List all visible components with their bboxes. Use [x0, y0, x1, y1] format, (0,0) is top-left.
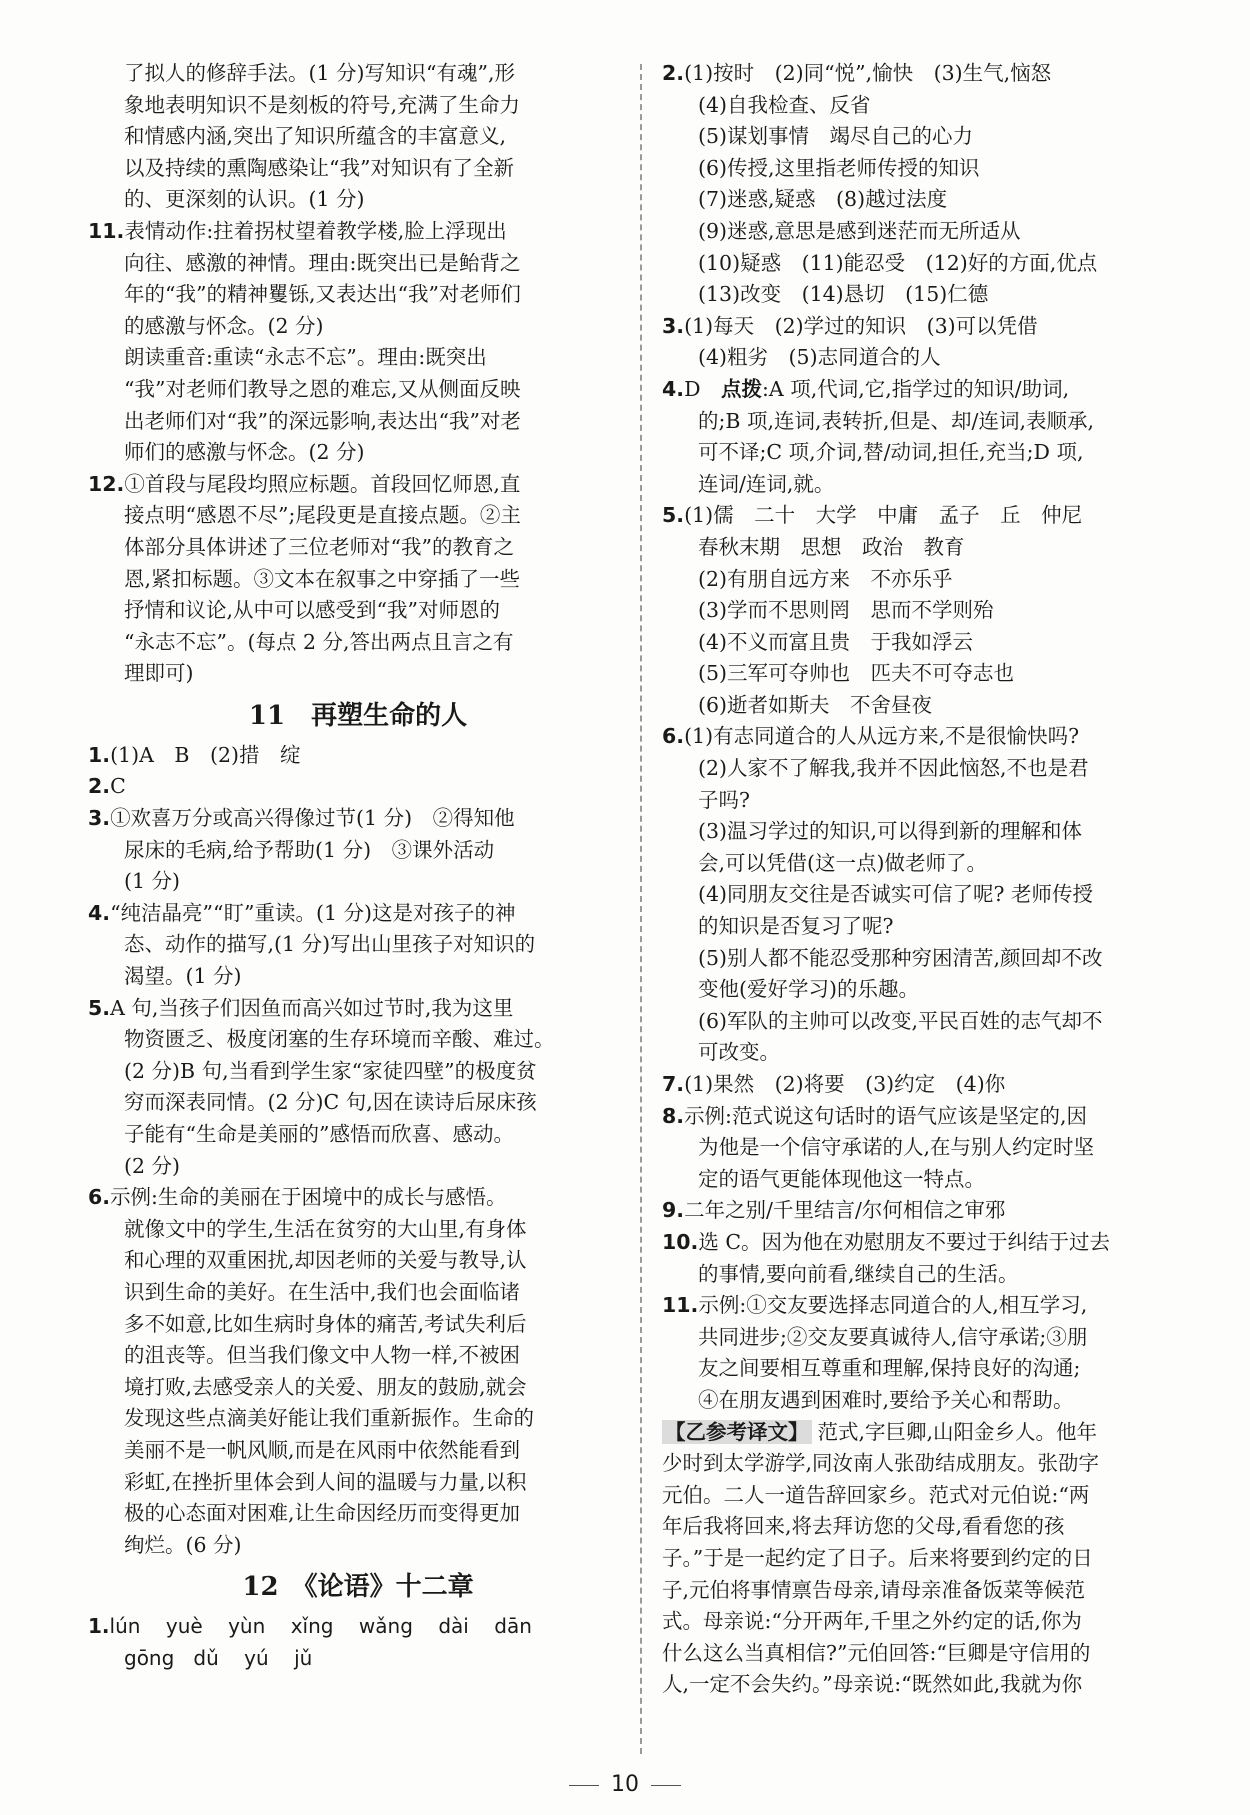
- line-text: 出老师们对“我”的深远影响,表达出“我”对老: [124, 408, 521, 433]
- line-text: (6)逝者如斯夫 不舍昼夜: [698, 692, 933, 717]
- line-text: 以及持续的熏陶感染让“我”对知识有了全新: [124, 155, 514, 180]
- text-line: [88, 1182, 628, 1214]
- text-line: [662, 216, 1182, 248]
- line-text: 美丽不是一帆风顺,而是在风雨中依然能看到: [124, 1437, 521, 1462]
- line-text: 就像文中的学生,生活在贫穷的大山里,有身体: [124, 1216, 527, 1241]
- text-line: [88, 1530, 628, 1562]
- text-line: [662, 469, 1182, 501]
- text-line: [662, 1101, 1182, 1133]
- page-number: 10: [0, 1772, 1250, 1797]
- line-text: 友之间要相互尊重和理解,保持良好的沟通;: [698, 1356, 1081, 1381]
- line-text: 的事情,要向前看,继续自己的生活。: [698, 1261, 1019, 1286]
- text-line: [88, 835, 628, 867]
- line-text: 示例:①交友要选择志同道合的人,相互学习,: [698, 1293, 1088, 1318]
- line-text: (2)人家不了解我,我并不因此恼怒,不也是君: [698, 756, 1089, 781]
- line-text: 和心理的双重困扰,却因老师的关爱与教导,认: [124, 1248, 527, 1273]
- column-divider: [640, 64, 642, 1754]
- text-line: [662, 1385, 1182, 1417]
- line-text: 和情感内涵,突出了知识所蕴含的丰富意义,: [124, 124, 507, 149]
- text-line: [662, 1069, 1182, 1101]
- line-text: (2 分): [124, 1153, 181, 1178]
- section-heading: 11 再塑生命的人: [248, 700, 468, 731]
- text-line: [88, 658, 628, 690]
- text-line: [88, 216, 628, 248]
- line-text: 少时到太学游学,同汝南人张劭结成朋友。张劭字: [662, 1451, 1100, 1476]
- text-line: [88, 500, 628, 532]
- line-text: A 句,当孩子们因鱼而高兴如过节时,我为这里: [110, 995, 514, 1020]
- text-line: [662, 911, 1182, 943]
- text-line: [88, 1214, 628, 1246]
- line-text: (1)A B (2)措 绽: [110, 742, 301, 767]
- text-line: [662, 627, 1182, 659]
- text-line: [88, 1119, 628, 1151]
- text-line: [662, 532, 1182, 564]
- text-line: [88, 961, 628, 993]
- hint-keyword: 点拨: [721, 376, 762, 401]
- text-line: [662, 785, 1182, 817]
- line-text: 理即可): [124, 661, 194, 686]
- line-text: 绚烂。(6 分): [124, 1532, 242, 1557]
- text-line: [662, 1006, 1182, 1038]
- pinyin-text: lún yuè yùn xǐng wǎng dài dān: [109, 1614, 532, 1639]
- question-number: 1.: [88, 1614, 110, 1639]
- text-line: [662, 943, 1182, 975]
- text-line: [88, 803, 628, 835]
- text-line: [662, 1448, 1182, 1480]
- line-text: (6)传授,这里指老师传授的知识: [698, 155, 980, 180]
- text-line: [88, 1024, 628, 1056]
- translation-label: 【乙参考译文】: [662, 1420, 812, 1444]
- line-text: 的知识是否复习了呢?: [698, 914, 894, 939]
- text-line: [88, 311, 628, 343]
- text-line: [662, 658, 1182, 690]
- line-text: 物资匮乏、极度闭塞的生存环境而辛酸、难过。: [124, 1027, 555, 1052]
- text-line: [662, 1480, 1182, 1512]
- text-line: [88, 279, 628, 311]
- line-text: 极的心态面对困难,让生命因经历而变得更加: [124, 1501, 521, 1526]
- line-text: “永志不忘”。(每点 2 分,答出两点且言之有: [124, 629, 514, 654]
- line-text: 子。”于是一起约定了日子。后来将要到约定的日: [662, 1545, 1093, 1570]
- text-line: [88, 90, 628, 122]
- line-text: 彩虹,在挫折里体会到人间的温暖与力量,以积: [124, 1469, 527, 1494]
- text-line: [88, 1498, 628, 1530]
- text-line: [88, 1245, 628, 1277]
- line-text: 可不译;C 项,介词,替/动词,担任,充当;D 项,: [698, 440, 1084, 465]
- text-line: [662, 1353, 1182, 1385]
- line-text: 渴望。(1 分): [124, 964, 242, 989]
- question-number: 11.: [88, 218, 125, 243]
- text-line: [88, 437, 628, 469]
- question-number: 10.: [662, 1229, 699, 1254]
- line-text: (7)迷惑,疑惑 (8)越过法度: [698, 187, 948, 212]
- text-line: [662, 1227, 1182, 1259]
- line-text: (4)自我检查、反省: [698, 92, 871, 117]
- text-line: [662, 1575, 1182, 1607]
- text-line: [662, 753, 1182, 785]
- text-line: [662, 1511, 1182, 1543]
- text-line: [662, 58, 1182, 90]
- text-line: [88, 58, 628, 90]
- line-text: 示例:生命的美丽在于困境中的成长与感悟。: [110, 1185, 507, 1210]
- text-line: [662, 311, 1182, 343]
- text-line: [88, 627, 628, 659]
- text-line: [88, 564, 628, 596]
- section-heading: 12 《论语》十二章: [242, 1572, 474, 1603]
- left-column: [88, 58, 628, 1675]
- text-line: [88, 1087, 628, 1119]
- text-line: [662, 1669, 1182, 1701]
- line-text: 的、更深刻的认识。(1 分): [124, 187, 365, 212]
- line-text: 人,一定不会失约。”母亲说:“既然如此,我就为你: [662, 1672, 1083, 1697]
- line-text: 为他是一个信守承诺的人,在与别人约定时坚: [698, 1135, 1095, 1160]
- text-line: [88, 1403, 628, 1435]
- line-text: 会,可以凭借(这一点)做老师了。: [698, 850, 988, 875]
- line-text: 表情动作:拄着拐杖望着教学楼,脸上浮现出: [124, 218, 507, 243]
- text-line: [662, 121, 1182, 153]
- line-text: 体部分具体讲述了三位老师对“我”的教育之: [124, 534, 514, 559]
- text-line: [88, 1277, 628, 1309]
- line-text: 元伯。二人一道告辞回家乡。范式对元伯说:“两: [662, 1482, 1090, 1507]
- question-number: 4.: [88, 900, 111, 925]
- text-line: [88, 1372, 628, 1404]
- text-line: [662, 500, 1182, 532]
- question-number: 9.: [662, 1198, 685, 1223]
- text-line: [662, 564, 1182, 596]
- text-line: [662, 690, 1182, 722]
- line-text: (1 分): [124, 869, 181, 894]
- line-text: 变他(爱好学习)的乐趣。: [698, 977, 919, 1002]
- line-text: 子,元伯将事情禀告母亲,请母亲准备饭菜等候范: [662, 1577, 1086, 1602]
- text-line: [88, 929, 628, 961]
- text-line: [88, 993, 628, 1025]
- right-column: [662, 58, 1182, 1701]
- text-line: [88, 342, 628, 374]
- line-text: 的沮丧等。但当我们像文中人物一样,不被困: [124, 1343, 521, 1368]
- line-text: 多不如意,比如生病时身体的痛苦,考试失利后: [124, 1311, 527, 1336]
- text-line: [88, 153, 628, 185]
- question-number: 11.: [662, 1293, 699, 1318]
- text-line: [662, 816, 1182, 848]
- line-text: (3)学而不思则罔 思而不学则殆: [698, 598, 994, 623]
- text-line: [662, 721, 1182, 753]
- line-text: (4)不义而富且贵 于我如浮云: [698, 629, 974, 654]
- text-line: [662, 342, 1182, 374]
- line-text: 什么这么当真相信?”元伯回答:“巨卿是守信用的: [662, 1640, 1091, 1665]
- line-text: 发现这些点滴美好能让我们重新振作。生命的: [124, 1406, 534, 1431]
- line-text: (10)疑惑 (11)能忍受 (12)好的方面,优点: [698, 250, 1098, 275]
- line-text: 尿床的毛病,给予帮助(1 分) ③课外活动: [124, 837, 495, 862]
- line-text: “纯洁晶亮”“盯”重读。(1 分)这是对孩子的神: [110, 900, 516, 925]
- question-number: 3.: [88, 806, 111, 831]
- line-text: 抒情和议论,从中可以感受到“我”对师恩的: [124, 598, 500, 623]
- line-text: (1)儒 二十 大学 中庸 孟子 丘 仲尼: [684, 503, 1083, 528]
- question-number: 2.: [662, 61, 685, 85]
- text-line: [88, 1435, 628, 1467]
- line-text: 境打败,去感受亲人的关爱、朋友的鼓励,就会: [124, 1374, 527, 1399]
- text-line: [662, 1132, 1182, 1164]
- line-text: ①欢喜万分或高兴得像过节(1 分) ②得知他: [110, 806, 515, 831]
- text-line: [662, 848, 1182, 880]
- line-text: (4)同朋友交往是否诚实可信了呢? 老师传授: [698, 882, 1094, 907]
- line-text: 共同进步;②交友要真诚待人,信守承诺;③朋: [698, 1324, 1088, 1349]
- line-text: ④在朋友遇到困难时,要给予关心和帮助。: [698, 1387, 1074, 1412]
- line-text: 子吗?: [698, 787, 750, 812]
- line-text: (1)有志同道合的人从远方来,不是很愉快吗?: [684, 724, 1080, 749]
- line-text: 年后我将回来,将去拜访您的父母,看看您的孩: [662, 1514, 1065, 1539]
- text-line: [88, 866, 628, 898]
- line-text: :A 项,代词,它,指学过的知识/助词,: [762, 376, 1070, 401]
- line-text: “我”对老师们教导之恩的难忘,又从侧面反映: [124, 376, 521, 401]
- question-number: 2.: [88, 774, 111, 799]
- line-text: (1)每天 (2)学过的知识 (3)可以凭借: [684, 313, 1038, 338]
- text-line: [662, 248, 1182, 280]
- line-text: 定的语气更能体现他这一特点。: [698, 1166, 985, 1191]
- line-text: 接点明“感恩不尽”;尾段更是直接点题。②主: [124, 503, 521, 528]
- line-text: 了拟人的修辞手法。(1 分)写知识“有魂”,形: [124, 61, 516, 85]
- line-text: (5)别人都不能忍受那种穷困清苦,颜回却不改: [698, 945, 1103, 970]
- text-line: [88, 1467, 628, 1499]
- line-text: (9)迷惑,意思是感到迷茫而无所适从: [698, 218, 1021, 243]
- question-number: 12.: [88, 471, 125, 496]
- text-line: [662, 595, 1182, 627]
- line-text: 范式,字巨卿,山阳金乡人。他年: [817, 1419, 1098, 1444]
- text-line: [88, 1056, 628, 1088]
- text-line: [662, 1322, 1182, 1354]
- question-number: 1.: [88, 742, 111, 767]
- line-text: (4)粗劣 (5)志同道合的人: [698, 345, 941, 370]
- question-number: 3.: [662, 313, 685, 338]
- text-line: [662, 406, 1182, 438]
- text-line: [88, 121, 628, 153]
- text-line: [88, 771, 628, 803]
- line-text: 向往、感激的神情。理由:既突出已是鲐背之: [124, 250, 521, 275]
- line-text: 连词/连词,就。: [698, 471, 835, 496]
- line-text: 象地表明知识不是刻板的符号,充满了生命力: [124, 92, 521, 117]
- text-line: [88, 1340, 628, 1372]
- text-line: [662, 1638, 1182, 1670]
- line-text: 子能有“生命是美丽的”感悟而欣喜、感动。: [124, 1122, 514, 1146]
- line-text: 可改变。: [698, 1040, 780, 1065]
- line-text: 恩,紧扣标题。③文本在叙事之中穿插了一些: [124, 566, 521, 591]
- text-line: [88, 532, 628, 564]
- line-text: (1)按时 (2)同“悦”,愉快 (3)生气,恼怒: [684, 61, 1052, 85]
- text-line: [662, 279, 1182, 311]
- line-text: D: [684, 376, 721, 401]
- text-line: [662, 1606, 1182, 1638]
- text-line: [662, 153, 1182, 185]
- line-text: 师们的感激与怀念。(2 分): [124, 440, 365, 465]
- question-number: 5.: [662, 503, 685, 528]
- text-line: [662, 1195, 1182, 1227]
- text-line: [88, 374, 628, 406]
- line-text: (2 分)B 句,当看到学生家“家徒四壁”的极度贫: [124, 1058, 537, 1083]
- question-number: 7.: [662, 1072, 685, 1096]
- line-text: 式。母亲说:“分开两年,千里之外约定的话,你为: [662, 1609, 1082, 1634]
- line-text: (1)果然 (2)将要 (3)约定 (4)你: [684, 1072, 1006, 1096]
- line-text: (5)谋划事情 竭尽自己的心力: [698, 124, 974, 149]
- line-text: (2)有朋自远方来 不亦乐乎: [698, 566, 953, 591]
- line-text: (3)温习学过的知识,可以得到新的理解和体: [698, 819, 1083, 844]
- text-line: [662, 1417, 1182, 1449]
- text-line: [662, 184, 1182, 216]
- text-line: [88, 1151, 628, 1183]
- text-line: [662, 1037, 1182, 1069]
- line-text: 态、动作的描写,(1 分)写出山里孩子对知识的: [124, 932, 536, 957]
- pinyin-text: gōng dǔ yú jǔ: [124, 1645, 313, 1670]
- text-line: [662, 1290, 1182, 1322]
- text-line: [88, 406, 628, 438]
- line-text: 春秋末期 思想 政治 教育: [698, 534, 965, 559]
- text-line: [88, 248, 628, 280]
- text-line: [662, 1543, 1182, 1575]
- line-text: 穷而深表同情。(2 分)C 句,因在读诗后尿床孩: [124, 1090, 537, 1115]
- line-text: 朗读重音:重读“永志不忘”。理由:既突出: [124, 345, 487, 370]
- question-number: 5.: [88, 995, 111, 1020]
- line-text: 年的“我”的精神矍铄,又表达出“我”对老师们: [124, 282, 521, 307]
- line-text: 示例:范式说这句话时的语气应该是坚定的,因: [684, 1103, 1087, 1128]
- question-number: 4.: [662, 376, 685, 401]
- line-text: 选 C。因为他在劝慰朋友不要过于纠结于过去: [698, 1229, 1111, 1254]
- text-line: [662, 1259, 1182, 1291]
- line-text: 的;B 项,连词,表转折,但是、却/连词,表顺承,: [698, 408, 1094, 433]
- text-line: [662, 374, 1182, 406]
- text-line: [662, 879, 1182, 911]
- question-number: 6.: [88, 1185, 111, 1210]
- line-text: (6)军队的主帅可以改变,平民百姓的志气却不: [698, 1008, 1103, 1033]
- text-line: [88, 469, 628, 501]
- text-line: [88, 898, 628, 930]
- text-line: [88, 595, 628, 627]
- line-text: C: [110, 774, 126, 799]
- text-line: [88, 1309, 628, 1341]
- line-text: 识到生命的美好。在生活中,我们也会面临诸: [124, 1279, 521, 1304]
- line-text: (13)改变 (14)恳切 (15)仁德: [698, 282, 989, 307]
- text-line: [88, 184, 628, 216]
- text-line: [88, 740, 628, 772]
- text-line: [662, 90, 1182, 122]
- question-number: 6.: [662, 724, 685, 749]
- pinyin-line: [88, 1643, 628, 1675]
- line-text: ①首段与尾段均照应标题。首段回忆师恩,直: [124, 471, 521, 496]
- text-line: [662, 437, 1182, 469]
- line-text: 的感激与怀念。(2 分): [124, 313, 324, 338]
- text-line: [662, 974, 1182, 1006]
- pinyin-line: [88, 1611, 628, 1643]
- line-text: 二年之别/千里结言/尔何相信之审邪: [684, 1198, 1006, 1223]
- question-number: 8.: [662, 1103, 685, 1128]
- text-line: [662, 1164, 1182, 1196]
- line-text: (5)三军可夺帅也 匹夫不可夺志也: [698, 661, 1015, 686]
